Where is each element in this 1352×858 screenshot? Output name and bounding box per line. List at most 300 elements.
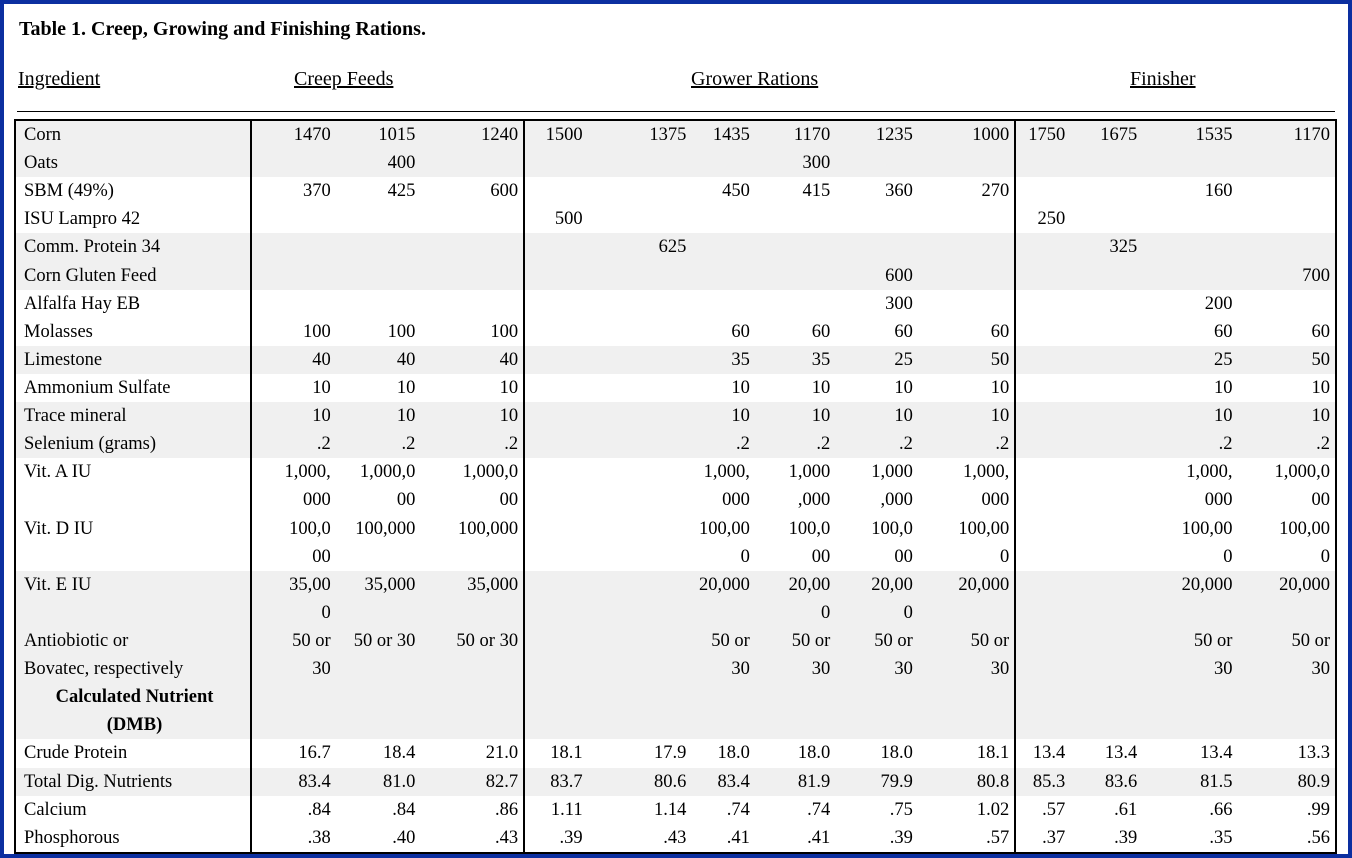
table-cell xyxy=(1142,262,1237,290)
table-cell: 40 xyxy=(420,346,524,374)
table-cell xyxy=(420,543,524,571)
row-label: Vit. D IU xyxy=(15,515,251,543)
table-cell xyxy=(420,599,524,627)
table-cell xyxy=(251,683,336,711)
table-cell: 0 xyxy=(1223,546,1233,567)
table-cell: 000 xyxy=(918,486,1015,514)
table-cell: 85.3 xyxy=(1015,768,1070,796)
table-cell: 25 xyxy=(1142,346,1237,374)
table-cell xyxy=(524,318,588,346)
row-label xyxy=(15,486,251,514)
table-cell: 370 xyxy=(302,181,331,202)
table-row xyxy=(15,824,1336,853)
table-cell: 81.0 xyxy=(336,768,421,796)
table-cell xyxy=(336,290,421,318)
table-cell xyxy=(524,683,588,711)
table-cell xyxy=(524,599,588,627)
table-cell: 10 xyxy=(1237,374,1336,402)
ration-table xyxy=(14,119,1337,854)
table-cell xyxy=(755,683,835,711)
table-cell: 00 xyxy=(312,546,331,567)
table-cell xyxy=(1015,627,1070,655)
table-cell: 25 xyxy=(835,346,918,374)
table-cell: 1,000,0 xyxy=(359,462,416,483)
table-cell: 18.0 xyxy=(797,743,831,764)
table-cell: .84 xyxy=(392,799,416,820)
table-cell xyxy=(1237,290,1336,318)
table-cell: 10 xyxy=(918,402,1015,430)
table-cell xyxy=(1015,515,1070,543)
table-cell xyxy=(1070,515,1142,543)
table-row xyxy=(15,290,1336,318)
table-cell: 000 xyxy=(302,490,331,511)
table-cell xyxy=(524,711,588,739)
table-cell xyxy=(588,262,692,290)
row-label: Phosphorous xyxy=(15,824,251,853)
table-cell xyxy=(1237,177,1336,205)
table-cell xyxy=(1070,543,1142,571)
table-cell xyxy=(1015,486,1070,514)
table-cell: 250 xyxy=(1037,209,1066,230)
table-cell: 81.5 xyxy=(1142,768,1237,796)
table-cell xyxy=(1015,177,1070,205)
table-cell: 10 xyxy=(1237,402,1336,430)
table-cell xyxy=(420,262,524,290)
table-cell: 1,000 xyxy=(871,462,913,483)
table-cell xyxy=(1142,205,1237,233)
table-cell xyxy=(336,543,421,571)
row-label: SBM (49%) xyxy=(15,177,251,205)
table-cell xyxy=(524,486,588,514)
table-cell xyxy=(691,262,755,290)
table-cell xyxy=(588,430,692,458)
row-label: Corn Gluten Feed xyxy=(15,262,251,290)
table-row xyxy=(15,177,1336,205)
table-cell xyxy=(918,262,1015,290)
row-label: ISU Lampro 42 xyxy=(15,205,251,233)
table-cell: 425 xyxy=(387,181,416,202)
table-cell xyxy=(1070,627,1142,655)
table-cell xyxy=(1142,711,1237,739)
table-row xyxy=(15,627,1336,655)
table-cell: .37 xyxy=(1015,824,1070,853)
table-row xyxy=(15,233,1336,261)
table-cell xyxy=(1070,205,1142,233)
table-cell: 10 xyxy=(396,377,416,398)
table-cell xyxy=(1237,149,1336,177)
table-cell: 400 xyxy=(336,149,421,177)
header-finisher: Finisher xyxy=(1130,68,1196,90)
table-cell xyxy=(588,374,692,402)
table-cell: 100,00 xyxy=(698,518,750,539)
table-cell: 1240 xyxy=(420,120,524,149)
table-cell: 100,00 xyxy=(1237,515,1336,543)
row-label: Alfalfa Hay EB xyxy=(15,290,251,318)
table-cell: .35 xyxy=(1142,824,1237,853)
table-cell: 300 xyxy=(885,293,913,314)
table-cell xyxy=(420,711,524,739)
table-row xyxy=(15,739,1336,767)
table-cell: 30 xyxy=(691,655,755,683)
row-label: Corn xyxy=(15,120,251,149)
row-label: Vit. A IU xyxy=(15,458,251,486)
table-cell: 60 xyxy=(731,321,750,342)
table-cell: 10 xyxy=(420,374,524,402)
table-cell xyxy=(1015,318,1070,346)
table-cell: .2 xyxy=(336,430,421,458)
table-cell xyxy=(524,290,588,318)
table-cell: 0 xyxy=(755,599,835,627)
table-cell xyxy=(755,205,835,233)
table-cell: 00 xyxy=(894,546,913,567)
table-cell: 60 xyxy=(1237,318,1336,346)
table-cell: 30 xyxy=(835,655,918,683)
table-cell xyxy=(524,515,588,543)
row-label: Vit. E IU xyxy=(15,571,251,599)
table-row xyxy=(15,205,1336,233)
table-cell: 50 or 30 xyxy=(336,627,421,655)
table-row xyxy=(15,402,1336,430)
table-cell: .66 xyxy=(1209,799,1233,820)
table-cell: 35,00 xyxy=(251,571,336,599)
table-cell xyxy=(1237,233,1336,261)
table-cell xyxy=(336,711,421,739)
table-cell xyxy=(755,262,835,290)
table-cell: 1.11 xyxy=(550,799,583,820)
table-cell xyxy=(336,205,421,233)
table-cell xyxy=(1070,458,1142,486)
table-cell: 10 xyxy=(336,402,421,430)
table-cell xyxy=(336,655,421,683)
table-cell: 50 or xyxy=(755,627,835,655)
table-cell: 35,000 xyxy=(420,571,524,599)
table-cell: 18.1 xyxy=(550,743,583,764)
table-cell xyxy=(1070,599,1142,627)
table-cell: 50 or xyxy=(691,627,755,655)
table-cell: 1500 xyxy=(524,120,588,149)
table-cell: 83.7 xyxy=(524,768,588,796)
table-cell: ,000 xyxy=(880,490,913,511)
table-cell: 10 xyxy=(312,377,331,398)
table-cell: 50 xyxy=(918,346,1015,374)
table-cell: 20,00 xyxy=(835,571,918,599)
table-cell: 18.1 xyxy=(918,739,1015,767)
table-row xyxy=(15,458,1336,486)
table-cell: 13.3 xyxy=(1237,739,1336,767)
table-cell: 600 xyxy=(420,177,524,205)
table-cell xyxy=(524,262,588,290)
table-cell: 10 xyxy=(420,402,524,430)
row-label: Calcium xyxy=(15,796,251,824)
table-cell xyxy=(1142,233,1237,261)
table-cell: 20,000 xyxy=(1237,571,1336,599)
table-cell xyxy=(420,233,524,261)
table-cell xyxy=(1070,402,1142,430)
table-cell: 100,0 xyxy=(289,518,331,539)
table-cell xyxy=(1015,683,1070,711)
table-cell: 00 xyxy=(396,490,416,511)
table-cell: 700 xyxy=(1237,262,1336,290)
table-cell: 13.4 xyxy=(1032,743,1066,764)
table-cell: 10 xyxy=(731,377,750,398)
table-cell xyxy=(1142,599,1237,627)
table-cell: ,000 xyxy=(797,490,831,511)
table-cell xyxy=(524,458,588,486)
table-cell: 100 xyxy=(420,318,524,346)
table-cell: 1470 xyxy=(251,120,336,149)
table-cell xyxy=(588,571,692,599)
table-cell xyxy=(755,290,835,318)
table-cell xyxy=(1070,290,1142,318)
table-cell: 35 xyxy=(691,346,755,374)
table-cell xyxy=(1142,683,1237,711)
table-cell: 60 xyxy=(811,321,831,342)
table-cell xyxy=(691,711,755,739)
table-cell xyxy=(835,683,918,711)
table-cell xyxy=(1070,711,1142,739)
table-cell: 79.9 xyxy=(835,768,918,796)
table-cell: 50 or xyxy=(835,627,918,655)
table-cell xyxy=(251,711,336,739)
table-cell: 1170 xyxy=(1237,120,1336,149)
table-cell: 17.9 xyxy=(653,743,687,764)
table-cell: 10 xyxy=(894,377,913,398)
table-cell xyxy=(1070,486,1142,514)
table-row xyxy=(15,711,1336,739)
table-cell xyxy=(420,290,524,318)
table-cell xyxy=(918,711,1015,739)
table-cell: 325 xyxy=(1070,233,1142,261)
table-cell: 600 xyxy=(835,262,918,290)
table-cell: 1000 xyxy=(918,120,1015,149)
row-label: Limestone xyxy=(15,346,251,374)
table-cell xyxy=(251,290,336,318)
table-cell: 60 xyxy=(894,321,913,342)
table-cell xyxy=(1015,599,1070,627)
table-cell: 1750 xyxy=(1015,120,1070,149)
table-cell: .2 xyxy=(1237,430,1336,458)
table-cell: .43 xyxy=(420,824,524,853)
table-cell xyxy=(420,655,524,683)
table-cell: 300 xyxy=(755,149,835,177)
table-cell: 13.4 xyxy=(1104,743,1138,764)
table-cell: 20,000 xyxy=(1142,571,1237,599)
table-cell xyxy=(524,149,588,177)
row-label: Comm. Protein 34 xyxy=(15,233,251,261)
table-cell xyxy=(588,205,692,233)
table-cell xyxy=(524,543,588,571)
table-cell: 100,0 xyxy=(871,518,913,539)
table-cell xyxy=(1015,655,1070,683)
table-cell: 100 xyxy=(302,321,331,342)
table-cell: 30 xyxy=(918,655,1015,683)
table-cell: 1015 xyxy=(336,120,421,149)
table-cell: 10 xyxy=(251,402,336,430)
table-row xyxy=(15,768,1336,796)
row-label: Selenium (grams) xyxy=(15,430,251,458)
table-cell: 30 xyxy=(1237,655,1336,683)
table-cell: 00 xyxy=(420,486,524,514)
row-label: Molasses xyxy=(15,318,251,346)
table-cell: 60 xyxy=(1213,321,1233,342)
table-cell: 1,000, xyxy=(1186,462,1233,483)
table-row xyxy=(15,374,1336,402)
table-cell: 20,000 xyxy=(918,571,1015,599)
table-cell: 50 or xyxy=(1142,627,1237,655)
row-label xyxy=(15,599,251,627)
table-cell: .2 xyxy=(835,430,918,458)
table-cell: 82.7 xyxy=(420,768,524,796)
table-cell: 1,000,0 xyxy=(420,458,524,486)
table-cell: 13.4 xyxy=(1200,743,1233,764)
table-cell: 000 xyxy=(1204,490,1233,511)
table-cell xyxy=(691,205,755,233)
table-cell: 80.8 xyxy=(918,768,1015,796)
table-cell: .2 xyxy=(755,430,835,458)
table-cell xyxy=(588,711,692,739)
table-cell: 00 xyxy=(1237,486,1336,514)
table-cell: 10 xyxy=(811,377,831,398)
table-cell: 35,000 xyxy=(336,571,421,599)
table-cell xyxy=(918,683,1015,711)
table-cell: 50 or xyxy=(251,627,336,655)
table-cell: 50 or xyxy=(1237,627,1336,655)
row-label: Bovatec, respectively xyxy=(15,655,251,683)
table-cell xyxy=(588,346,692,374)
table-cell xyxy=(835,149,918,177)
table-cell: 100,00 xyxy=(918,515,1015,543)
table-cell: .56 xyxy=(1237,824,1336,853)
table-cell xyxy=(336,262,421,290)
table-cell: 30 xyxy=(251,655,336,683)
table-cell: 80.6 xyxy=(588,768,692,796)
table-cell xyxy=(1070,149,1142,177)
table-cell: 1,000, xyxy=(284,462,331,483)
table-cell: 60 xyxy=(918,318,1015,346)
table-cell xyxy=(691,290,755,318)
table-cell xyxy=(918,290,1015,318)
table-cell xyxy=(918,205,1015,233)
table-cell: 625 xyxy=(588,233,692,261)
table-cell: 10 xyxy=(691,402,755,430)
table-cell xyxy=(1015,430,1070,458)
table-row xyxy=(15,262,1336,290)
table-cell: .38 xyxy=(251,824,336,853)
table-cell xyxy=(1070,374,1142,402)
header-rule xyxy=(17,111,1335,112)
table-cell xyxy=(420,683,524,711)
table-cell: 81.9 xyxy=(755,768,835,796)
header-creep-feeds: Creep Feeds xyxy=(294,68,394,90)
table-cell xyxy=(588,177,692,205)
table-cell: 1435 xyxy=(691,120,755,149)
table-cell xyxy=(420,205,524,233)
table-cell: .39 xyxy=(835,824,918,853)
table-cell: .74 xyxy=(807,799,831,820)
table-cell: 450 xyxy=(722,181,750,202)
table-cell xyxy=(1015,402,1070,430)
table-cell xyxy=(588,458,692,486)
table-cell: 83.4 xyxy=(251,768,336,796)
table-cell xyxy=(755,711,835,739)
table-cell xyxy=(1070,318,1142,346)
table-cell xyxy=(251,149,336,177)
table-cell: 10 xyxy=(1213,377,1233,398)
table-cell: .57 xyxy=(1042,799,1066,820)
table-cell xyxy=(588,599,692,627)
table-cell xyxy=(524,177,588,205)
table-cell xyxy=(755,233,835,261)
table-cell xyxy=(524,346,588,374)
table-cell xyxy=(588,290,692,318)
table-cell xyxy=(1070,655,1142,683)
table-cell: .39 xyxy=(524,824,588,853)
table-cell: 18.4 xyxy=(383,743,416,764)
table-cell xyxy=(918,233,1015,261)
table-cell: .74 xyxy=(726,799,750,820)
table-cell xyxy=(588,318,692,346)
table-cell xyxy=(1015,233,1070,261)
table-cell: 0 xyxy=(251,599,336,627)
table-cell xyxy=(336,683,421,711)
table-cell: 40 xyxy=(336,346,421,374)
table-cell xyxy=(588,543,692,571)
table-cell: .84 xyxy=(307,799,331,820)
table-row xyxy=(15,318,1336,346)
table-body xyxy=(15,120,1336,853)
table-cell xyxy=(918,599,1015,627)
table-cell: 10 xyxy=(918,374,1015,402)
table-cell: 000 xyxy=(722,490,750,511)
table-cell: 18.0 xyxy=(717,743,750,764)
table-cell: 1675 xyxy=(1070,120,1142,149)
table-cell: 10 xyxy=(1142,402,1237,430)
table-cell: 50 xyxy=(1237,346,1336,374)
table-cell: 0 xyxy=(740,546,750,567)
row-label: Calculated Nutrient xyxy=(15,683,251,711)
table-cell: 1235 xyxy=(835,120,918,149)
table-cell: .2 xyxy=(1142,430,1237,458)
table-cell: 100 xyxy=(387,321,416,342)
row-label: Crude Protein xyxy=(15,739,251,767)
table-cell xyxy=(524,627,588,655)
table-cell xyxy=(1015,543,1070,571)
table-cell xyxy=(691,599,755,627)
table-cell xyxy=(524,374,588,402)
table-cell xyxy=(336,599,421,627)
table-cell: 20,000 xyxy=(691,571,755,599)
table-cell: .41 xyxy=(755,824,835,853)
table-cell: 360 xyxy=(885,181,913,202)
table-cell: 21.0 xyxy=(420,739,524,767)
table-cell xyxy=(1015,290,1070,318)
table-row xyxy=(15,515,1336,543)
table-row xyxy=(15,599,1336,627)
table-cell: 83.4 xyxy=(691,768,755,796)
table-cell xyxy=(524,402,588,430)
table-cell xyxy=(1070,262,1142,290)
table-cell xyxy=(835,711,918,739)
table-cell: 270 xyxy=(918,177,1015,205)
table-cell: .2 xyxy=(420,430,524,458)
table-cell xyxy=(1237,683,1336,711)
table-cell: 16.7 xyxy=(298,743,331,764)
table-cell xyxy=(691,233,755,261)
table-cell xyxy=(588,683,692,711)
table-cell xyxy=(1015,711,1070,739)
table-cell xyxy=(1237,205,1336,233)
table-cell: .41 xyxy=(691,824,755,853)
